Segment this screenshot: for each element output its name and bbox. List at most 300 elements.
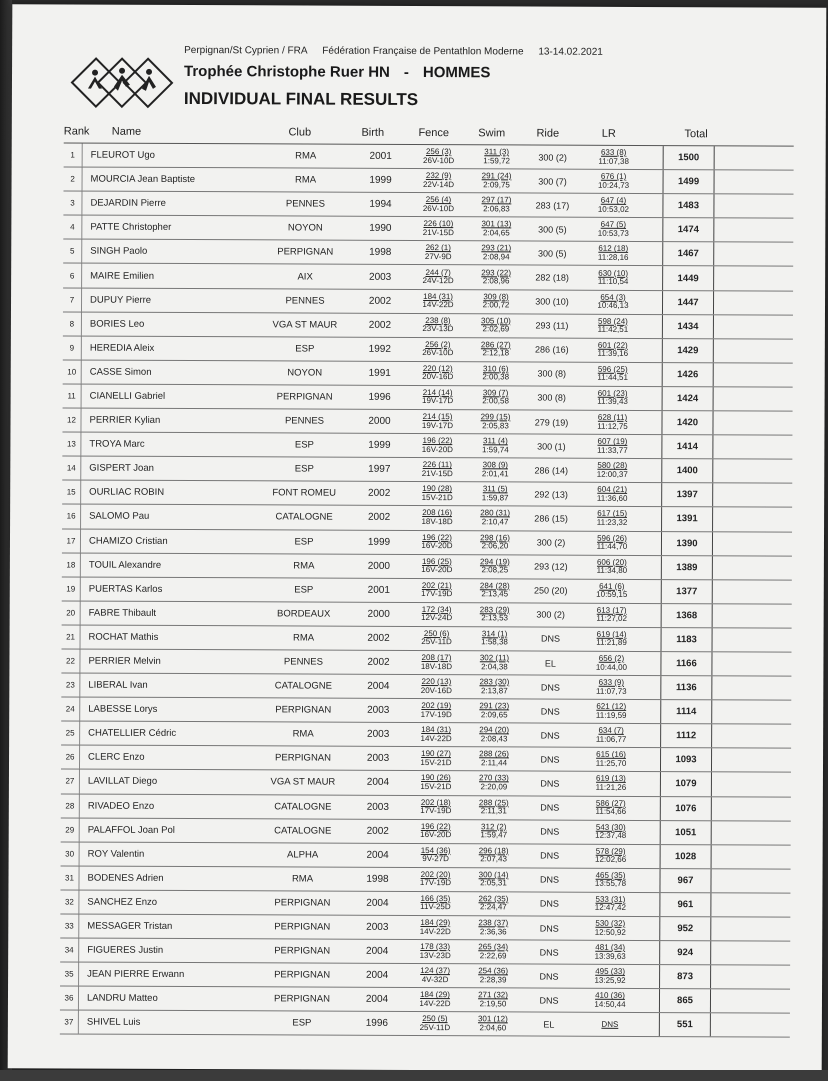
table-row: [61, 746, 791, 773]
swim-cell: [466, 317, 526, 334]
birth-cell: 2002: [368, 319, 392, 331]
birth-cell: 1991: [368, 367, 391, 379]
total-cell: 1434: [662, 315, 714, 338]
rank-cell: 4: [63, 216, 82, 239]
club-cell: RMA: [294, 174, 317, 186]
fence-cell-points: 208 (17): [421, 653, 452, 663]
birth-cell: 2004: [365, 970, 389, 982]
lr-cell-points: 495 (33): [595, 967, 626, 977]
fence-cell-detail: 14V-22D: [419, 998, 451, 1008]
swim-cell-detail: 2:08,96: [482, 276, 510, 286]
fence-cell: [409, 437, 465, 454]
swim-cell-detail: 2:06,83: [483, 204, 510, 214]
swim-cell: [466, 293, 526, 310]
swim-cell: [466, 389, 526, 406]
table-row: [61, 770, 791, 797]
total-cell: 873: [659, 965, 711, 988]
lr-cell-points: 647 (4): [600, 196, 627, 206]
lr-cell-points: 633 (8): [600, 147, 627, 157]
fence-cell: [410, 220, 466, 237]
swim-cell-points: 293 (22): [481, 267, 512, 277]
birth-cell: 2003: [367, 704, 390, 717]
ride-cell: 300 (7): [538, 176, 567, 187]
fence-cell-points: 250 (6): [423, 628, 450, 639]
birth-cell: 2004: [367, 680, 390, 692]
fence-cell-detail: 27V-9D: [424, 251, 452, 262]
name-cell: SANCHEZ Enzo: [87, 896, 158, 908]
table-row: [60, 963, 790, 990]
fence-cell-points: 208 (16): [422, 508, 453, 518]
fence-cell-detail: 21V-15D: [421, 468, 453, 478]
swim-cell-points: 299 (15): [480, 412, 511, 422]
swim-cell-points: 294 (19): [479, 556, 510, 567]
ride-cell: 300 (1): [537, 441, 566, 452]
swim-cell: [465, 413, 525, 430]
lr-cell: [578, 221, 648, 238]
birth-cell: 2002: [367, 632, 390, 644]
lr-cell-detail: 11:12,75: [597, 421, 628, 431]
table-row: [60, 866, 790, 893]
table-row: [63, 288, 793, 315]
swim-cell-points: 314 (1): [481, 629, 508, 639]
lr-cell-detail: 11:06,77: [595, 734, 627, 744]
ride-cell: DNS: [541, 633, 561, 645]
swim-cell-detail: 1:59,74: [482, 444, 509, 455]
table-row: [61, 794, 791, 821]
swim-cell: [466, 245, 526, 262]
rank-cell: 13: [62, 433, 81, 456]
event-title-line: [184, 63, 490, 81]
swim-cell-points: 286 (27): [480, 340, 511, 350]
name-cell: PERRIER Melvin: [88, 655, 161, 667]
swim-cell: [466, 341, 526, 358]
fence-cell-detail: 16V-20D: [421, 541, 453, 551]
col-swim-header: Swim: [478, 127, 506, 140]
lr-cell-detail: 11:28,16: [597, 252, 629, 262]
ride-cell: 300 (8): [537, 393, 566, 404]
rank-cell: 32: [60, 890, 79, 913]
birth-cell: 2003: [366, 753, 390, 765]
name-cell: CASSE Simon: [89, 366, 152, 378]
birth-cell: 1996: [365, 1018, 389, 1030]
total-cell: 1051: [660, 821, 712, 844]
fence-cell: [408, 823, 464, 840]
table-row: [64, 143, 794, 170]
lr-cell-detail: 12:00,37: [596, 469, 628, 479]
club-cell: VGA ST MAUR: [272, 319, 338, 331]
lr-cell: [575, 968, 645, 985]
lr-cell: [577, 558, 647, 575]
name-cell: PATTE Christopher: [90, 221, 172, 234]
fence-cell: [407, 967, 463, 984]
fence-cell-points: 196 (22): [420, 821, 451, 831]
lr-cell-detail: 11:44,70: [596, 541, 628, 551]
birth-cell: 2000: [368, 415, 391, 427]
swim-cell-detail: 2:24,47: [480, 902, 507, 912]
table-row: [61, 698, 791, 725]
ride-cell: 279 (19): [534, 417, 569, 428]
name-cell: PALAFFOL Joan Pol: [87, 824, 175, 836]
swim-cell-detail: 2:13,45: [481, 589, 509, 599]
ride-cell: EL: [544, 658, 556, 669]
table-row: [63, 264, 793, 291]
lr-cell-detail: 12:37,48: [595, 830, 627, 841]
lr-cell-points: 604 (21): [597, 485, 628, 495]
swim-cell-detail: 2:00,38: [482, 372, 510, 382]
swim-cell: [464, 751, 524, 768]
table-row: [63, 216, 793, 243]
birth-cell: 1994: [369, 199, 392, 211]
rank-cell: 14: [62, 457, 81, 480]
ride-cell: DNS: [540, 682, 560, 693]
fence-cell-points: 166 (35): [420, 893, 451, 904]
lr-cell-points: 656 (2): [598, 653, 625, 663]
swim-cell: [463, 871, 523, 888]
club-cell: CATALOGNE: [274, 825, 332, 837]
name-cell: PUERTAS Karlos: [88, 583, 163, 595]
swim-cell: [465, 606, 525, 623]
total-cell: 1449: [662, 267, 714, 290]
rank-cell: 12: [62, 408, 81, 431]
club-cell: RMA: [292, 632, 315, 644]
rank-cell: 7: [63, 288, 82, 311]
fence-cell-detail: 12V-24D: [421, 613, 453, 623]
swim-cell: [463, 1016, 523, 1033]
name-cell: LABESSE Lorys: [88, 703, 158, 716]
lr-cell-detail: 11:25,70: [595, 758, 627, 768]
fence-cell-detail: 17V-19D: [420, 806, 452, 816]
fence-cell-detail: 22V-14D: [422, 179, 455, 189]
swim-cell-detail: 1:58,38: [481, 637, 508, 647]
swim-cell-points: 302 (11): [479, 653, 510, 663]
birth-cell: 2003: [366, 801, 389, 813]
lr-cell-points: 647 (5): [600, 220, 627, 230]
lr-cell-points: 596 (25): [597, 364, 628, 374]
lr-cell-points: 654 (3): [600, 292, 626, 302]
rank-cell: 18: [62, 553, 81, 576]
table-row: [60, 939, 790, 966]
fence-cell: [411, 148, 467, 165]
rank-cell: 2: [64, 168, 83, 191]
table-row: [60, 1011, 790, 1038]
table-row: [62, 481, 792, 508]
lr-cell: [575, 872, 645, 889]
swim-cell-detail: 1:59,87: [481, 493, 509, 503]
ride-cell: 300 (8): [537, 368, 567, 380]
lr-cell: [577, 534, 647, 551]
fence-cell-detail: 20V-16D: [420, 685, 452, 695]
swim-cell-detail: 2:00,72: [482, 300, 510, 310]
name-cell: TOUIL Alexandre: [88, 559, 162, 571]
col-birth-header: Birth: [361, 126, 385, 139]
fence-cell-detail: 9V-27D: [422, 854, 449, 864]
rank-cell: 25: [61, 722, 80, 745]
swim-cell-detail: 2:08,43: [480, 734, 508, 744]
swim-cell-detail: 2:06,20: [481, 541, 509, 551]
club-cell: ESP: [294, 439, 314, 451]
lr-cell-detail: 11:33,77: [597, 445, 628, 455]
swim-cell-points: 311 (3): [484, 147, 510, 157]
swim-cell-points: 288 (26): [479, 749, 509, 759]
club-cell: VGA ST MAUR: [270, 776, 336, 789]
club-cell: NOYON: [287, 222, 323, 234]
name-cell: CHAMIZO Cristian: [88, 535, 168, 547]
fence-cell-points: 124 (37): [420, 966, 451, 976]
swim-cell-points: 301 (12): [477, 1014, 508, 1024]
club-cell: PERPIGNAN: [275, 752, 332, 765]
fence-cell: [410, 244, 466, 261]
rank-cell: 29: [61, 818, 80, 841]
event-category: HOMMES: [422, 64, 491, 82]
swim-cell: [465, 582, 525, 599]
lr-cell-detail: 10:53,02: [597, 204, 630, 214]
lr-cell: [577, 462, 647, 479]
ride-cell: 300 (2): [538, 152, 567, 163]
swim-cell-detail: 2:02,69: [482, 324, 510, 334]
lr-cell: [578, 341, 648, 358]
fence-cell-detail: 26V-10D: [422, 348, 454, 358]
birth-cell: 1992: [368, 343, 391, 355]
col-rank-header: Rank: [63, 125, 90, 138]
ride-cell: DNS: [539, 995, 559, 1006]
lr-cell: [577, 582, 647, 599]
name-cell: ROCHAT Mathis: [88, 631, 159, 643]
fence-cell: [409, 461, 465, 478]
name-cell: MOURCIA Jean Baptiste: [90, 173, 196, 186]
fence-cell-points: 196 (22): [422, 532, 452, 542]
lr-cell-points: 621 (12): [596, 701, 627, 712]
swim-cell-detail: 2:05,83: [482, 420, 509, 430]
fence-cell-detail: 16V-20D: [421, 565, 453, 575]
rank-cell: 5: [63, 240, 82, 263]
club-cell: ALPHA: [287, 849, 319, 861]
fence-cell-detail: 19V-17D: [422, 396, 454, 406]
col-total-header: Total: [684, 128, 708, 141]
fence-cell: [408, 847, 464, 864]
club-cell: PERPIGNAN: [274, 945, 331, 957]
swim-cell-detail: 2:13,87: [480, 685, 508, 696]
ride-cell: DNS: [540, 706, 560, 717]
lr-cell-points: 617 (15): [597, 509, 628, 519]
fence-cell-points: 184 (29): [420, 918, 451, 928]
fence-cell-detail: 17V-19D: [421, 589, 453, 599]
fence-cell-detail: 15V-21D: [420, 782, 452, 792]
birth-cell: 2001: [369, 150, 392, 162]
total-cell: 1500: [663, 146, 715, 169]
name-cell: JEAN PIERRE Erwann: [87, 968, 185, 981]
total-cell: 1368: [661, 604, 713, 627]
swim-cell-points: 270 (33): [479, 773, 509, 783]
swim-cell-detail: 2:04,60: [479, 1023, 507, 1033]
lr-cell-points: 481 (34): [595, 942, 626, 953]
swim-cell-detail: 2:11,31: [480, 806, 507, 816]
swim-cell-points: 298 (16): [480, 532, 510, 542]
lr-cell-points: 619 (14): [596, 629, 627, 639]
rank-cell: 37: [60, 1011, 79, 1034]
swim-cell-points: 280 (31): [480, 508, 511, 518]
lr-cell: [577, 631, 647, 648]
lr-cell-detail: 11:10,54: [597, 276, 629, 286]
table-row: [60, 914, 790, 941]
swim-cell-detail: 2:13,53: [481, 613, 509, 623]
birth-cell: 2003: [368, 271, 392, 283]
lr-cell-points: 641 (6): [599, 581, 625, 591]
lr-cell-detail: 11:21,26: [595, 782, 627, 792]
ride-cell: 286 (14): [534, 465, 569, 476]
fence-cell: [408, 750, 464, 767]
total-cell: 1400: [661, 459, 713, 482]
table-row: [63, 240, 793, 267]
fence-cell: [410, 268, 466, 285]
lr-cell: [579, 149, 649, 166]
table-row: [63, 384, 793, 411]
fence-cell: [407, 919, 463, 936]
birth-cell: 1999: [369, 174, 392, 187]
birth-cell: 2002: [368, 488, 391, 500]
club-cell: PERPIGNAN: [273, 993, 330, 1005]
total-cell: 1483: [662, 194, 714, 217]
lr-cell-detail: 12:47,42: [594, 903, 626, 913]
swim-cell: [465, 510, 525, 527]
name-cell: LAVILLAT Diego: [87, 776, 158, 788]
club-cell: AIX: [297, 270, 313, 283]
swim-cell: [465, 558, 525, 575]
swim-cell: [465, 486, 525, 503]
total-cell: 1429: [662, 339, 714, 362]
rank-cell: 26: [61, 746, 80, 769]
swim-cell-detail: 2:07,43: [480, 854, 507, 864]
lr-cell-points: 634 (7): [598, 726, 624, 736]
fence-cell-detail: 16V-20D: [421, 444, 453, 454]
swim-cell-points: 310 (6): [483, 364, 509, 374]
rank-cell: 15: [62, 481, 81, 504]
ride-cell: 300 (5): [537, 248, 567, 259]
table-row: [62, 505, 792, 532]
table-row: [61, 842, 791, 869]
lr-cell: [577, 438, 647, 455]
ride-cell: DNS: [540, 730, 560, 741]
fence-cell-detail: 25V-11D: [421, 637, 452, 647]
lr-cell-points: 601 (22): [597, 340, 628, 350]
swim-cell-points: 312 (2): [481, 821, 507, 832]
lr-cell: [576, 703, 646, 720]
swim-cell-detail: 2:28,39: [479, 975, 507, 985]
fence-cell-detail: 17V-19D: [420, 709, 452, 719]
table-row: [62, 408, 792, 435]
fence-cell-points: 190 (27): [421, 749, 451, 759]
birth-cell: 1998: [369, 247, 392, 259]
swim-cell-detail: 2:09,75: [483, 179, 510, 190]
total-cell: 1420: [661, 411, 713, 434]
fence-cell-points: 226 (10): [423, 219, 454, 229]
lr-cell-detail: 11:44,51: [597, 373, 628, 383]
ride-cell: DNS: [539, 898, 559, 910]
fence-cell: [410, 341, 466, 358]
fence-cell-detail: 14V-22D: [422, 300, 454, 310]
fence-cell-points: 184 (29): [420, 990, 450, 1000]
total-cell: 1114: [660, 700, 712, 723]
fence-cell-points: 196 (22): [422, 436, 453, 446]
fence-cell-detail: 14V-22D: [419, 926, 451, 936]
total-cell: 1474: [662, 218, 714, 241]
table-row: [61, 818, 791, 845]
col-lr-header: LR: [601, 127, 616, 140]
name-cell: SALOMO Pau: [89, 511, 150, 523]
swim-cell-points: 262 (35): [478, 894, 509, 904]
swim-cell: [464, 823, 524, 840]
fence-cell-detail: 23V-13D: [422, 324, 454, 334]
total-cell: 1166: [660, 652, 712, 675]
name-cell: OURLIAC ROBIN: [89, 486, 165, 499]
total-cell: 924: [659, 941, 711, 964]
lr-cell-points: 410 (36): [595, 991, 625, 1001]
lr-cell: [575, 944, 645, 961]
lr-cell-detail: 11:34,80: [596, 565, 628, 576]
swim-cell-detail: 2:20,09: [480, 782, 508, 792]
swim-cell: [465, 437, 525, 454]
birth-cell: 2000: [367, 608, 390, 620]
club-cell: PERPIGNAN: [276, 391, 333, 403]
table-row: [63, 360, 793, 387]
total-cell: 1424: [662, 387, 714, 410]
ride-cell: 282 (18): [535, 272, 569, 283]
total-cell: 1389: [661, 556, 713, 579]
club-cell: RMA: [292, 728, 314, 740]
fence-cell: [408, 799, 464, 816]
name-cell: LIBERAL Ivan: [88, 679, 148, 691]
club-cell: ESP: [292, 1017, 312, 1029]
swim-cell-detail: 2:05,31: [480, 878, 507, 888]
page-title: INDIVIDUAL FINAL RESULTS: [183, 88, 419, 110]
lr-cell-detail: 10:53,73: [597, 228, 629, 238]
lr-cell-points: 612 (18): [598, 244, 629, 254]
swim-cell-points: 309 (7): [482, 388, 509, 398]
ride-cell: DNS: [539, 874, 560, 885]
fence-cell-detail: 18V-18D: [421, 516, 453, 527]
rank-cell: 17: [62, 529, 81, 552]
lr-cell-points: 607 (19): [597, 436, 628, 447]
lr-cell: [575, 1020, 645, 1029]
rank-cell: 27: [61, 770, 80, 793]
swim-cell-points: 294 (20): [479, 725, 510, 735]
fence-cell: [408, 678, 464, 695]
rank-cell: 3: [63, 192, 82, 215]
lr-cell-points: 601 (23): [597, 388, 628, 398]
ride-cell: DNS: [539, 923, 559, 934]
table-row: [60, 987, 790, 1014]
fence-cell: [410, 365, 466, 382]
club-cell: PENNES: [283, 656, 324, 668]
fence-cell: [409, 413, 465, 430]
ride-cell: DNS: [540, 778, 560, 789]
swim-cell-points: 254 (36): [478, 966, 509, 976]
lr-cell-points: 533 (31): [595, 894, 626, 904]
ride-cell: 293 (12): [534, 561, 568, 572]
swim-cell-detail: 2:11,44: [480, 758, 508, 768]
swim-cell-detail: 2:04,38: [481, 661, 508, 671]
fence-cell: [408, 774, 464, 791]
lr-cell: [578, 366, 648, 383]
total-cell: 1112: [660, 724, 712, 747]
lr-cell: [577, 510, 647, 527]
fence-cell-detail: 24V-12D: [422, 276, 454, 286]
lr-cell-detail: 11:21,89: [596, 638, 627, 648]
lr-cell: [577, 414, 647, 431]
bottom-edge: [0, 1070, 828, 1081]
name-cell: MESSAGER Tristan: [87, 920, 173, 932]
name-cell: CLERC Enzo: [88, 751, 145, 764]
table-header: [64, 120, 794, 146]
